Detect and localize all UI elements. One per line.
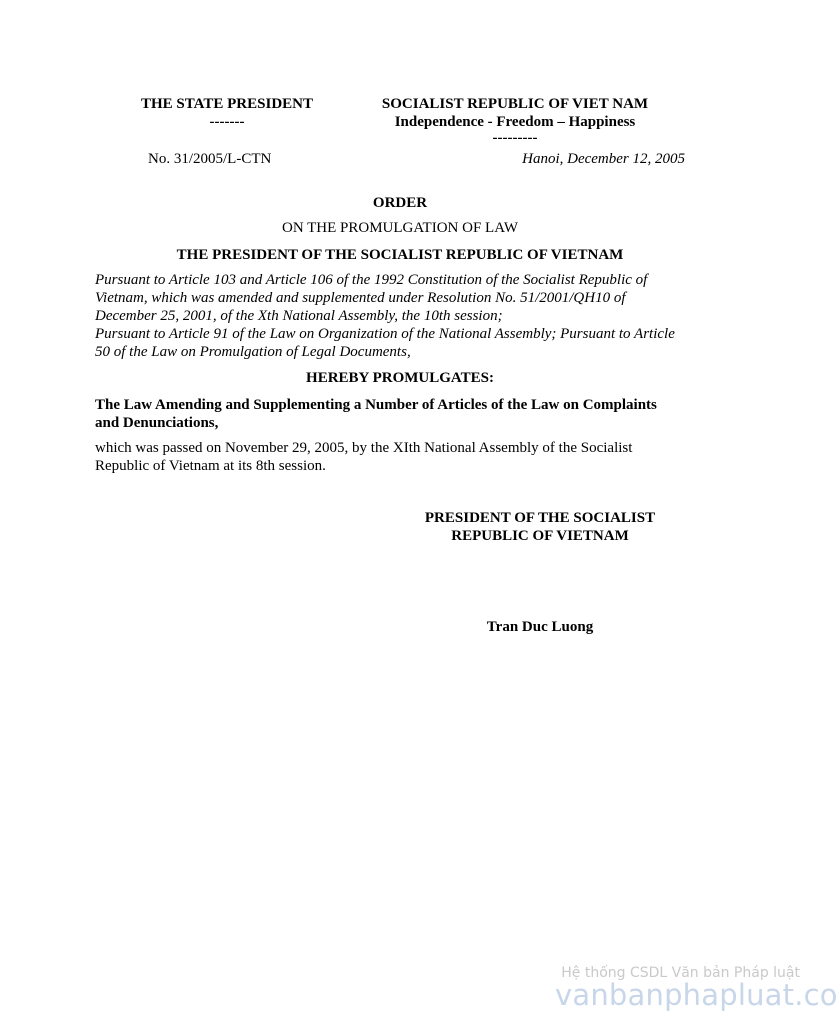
pursuant-clauses [95,271,710,361]
law-title-line: and Denunciations, [95,415,219,431]
issuer-block [98,95,356,131]
watermark-site: vanbanphapluat.co [555,978,838,1012]
law-title [95,396,705,432]
pursuant-line: 50 of the Law on Promulgation of Legal Documents, [95,344,411,360]
signatory-name: Tran Duc Luong [486,619,594,635]
motto-rule: --------- [492,130,538,146]
order-subtitle: ON THE PROMULGATION OF LAW [281,220,518,236]
order-authority: THE PRESIDENT OF THE SOCIALIST REPUBLIC OF VIETNAM [176,247,624,263]
pursuant-line: Pursuant to Article 103 and Article 106 of the 1992 Constitution of the Socialist Republic of [95,272,648,288]
signatory-title-line: REPUBLIC OF VIETNAM [451,528,629,544]
pursuant-line: December 25, 2001, of the Xth National Assembly, the 10th session; [95,308,503,324]
pursuant-line: Pursuant to Article 91 of the Law on Organization of the National Assembly; Pursuant to Article [95,326,675,342]
document-number: No. 31/2005/L-CTN [148,151,272,167]
pursuant-line: Vietnam, which was amended and supplemented under Resolution No. 51/2001/QH10 of [95,290,626,306]
signatory-title-line: PRESIDENT OF THE SOCIALIST [424,510,656,526]
law-title-line: The Law Amending and Supplementing a Number of Articles of the Law on Complaints [95,397,657,413]
country-block [360,95,670,146]
national-motto: Independence - Freedom – Happiness [394,114,636,130]
watermark-caption: Hệ thống CSDL Văn bản Pháp luật [561,965,800,981]
passed-line: which was passed on November 29, 2005, by the XIth National Assembly of the Socialist [95,440,633,456]
promulgation-heading: HEREBY PROMULGATES: [306,370,494,386]
issuer-rule: ------- [209,114,245,130]
passed-line: Republic of Vietnam at its 8th session. [95,458,326,474]
issuer-title: THE STATE PRESIDENT [141,96,313,112]
signatory-title [400,509,680,545]
place-date: Hanoi, December 12, 2005 [522,151,685,167]
passed-statement [95,439,705,475]
order-title: ORDER [372,195,428,211]
country-name: SOCIALIST REPUBLIC OF VIET NAM [381,96,649,112]
